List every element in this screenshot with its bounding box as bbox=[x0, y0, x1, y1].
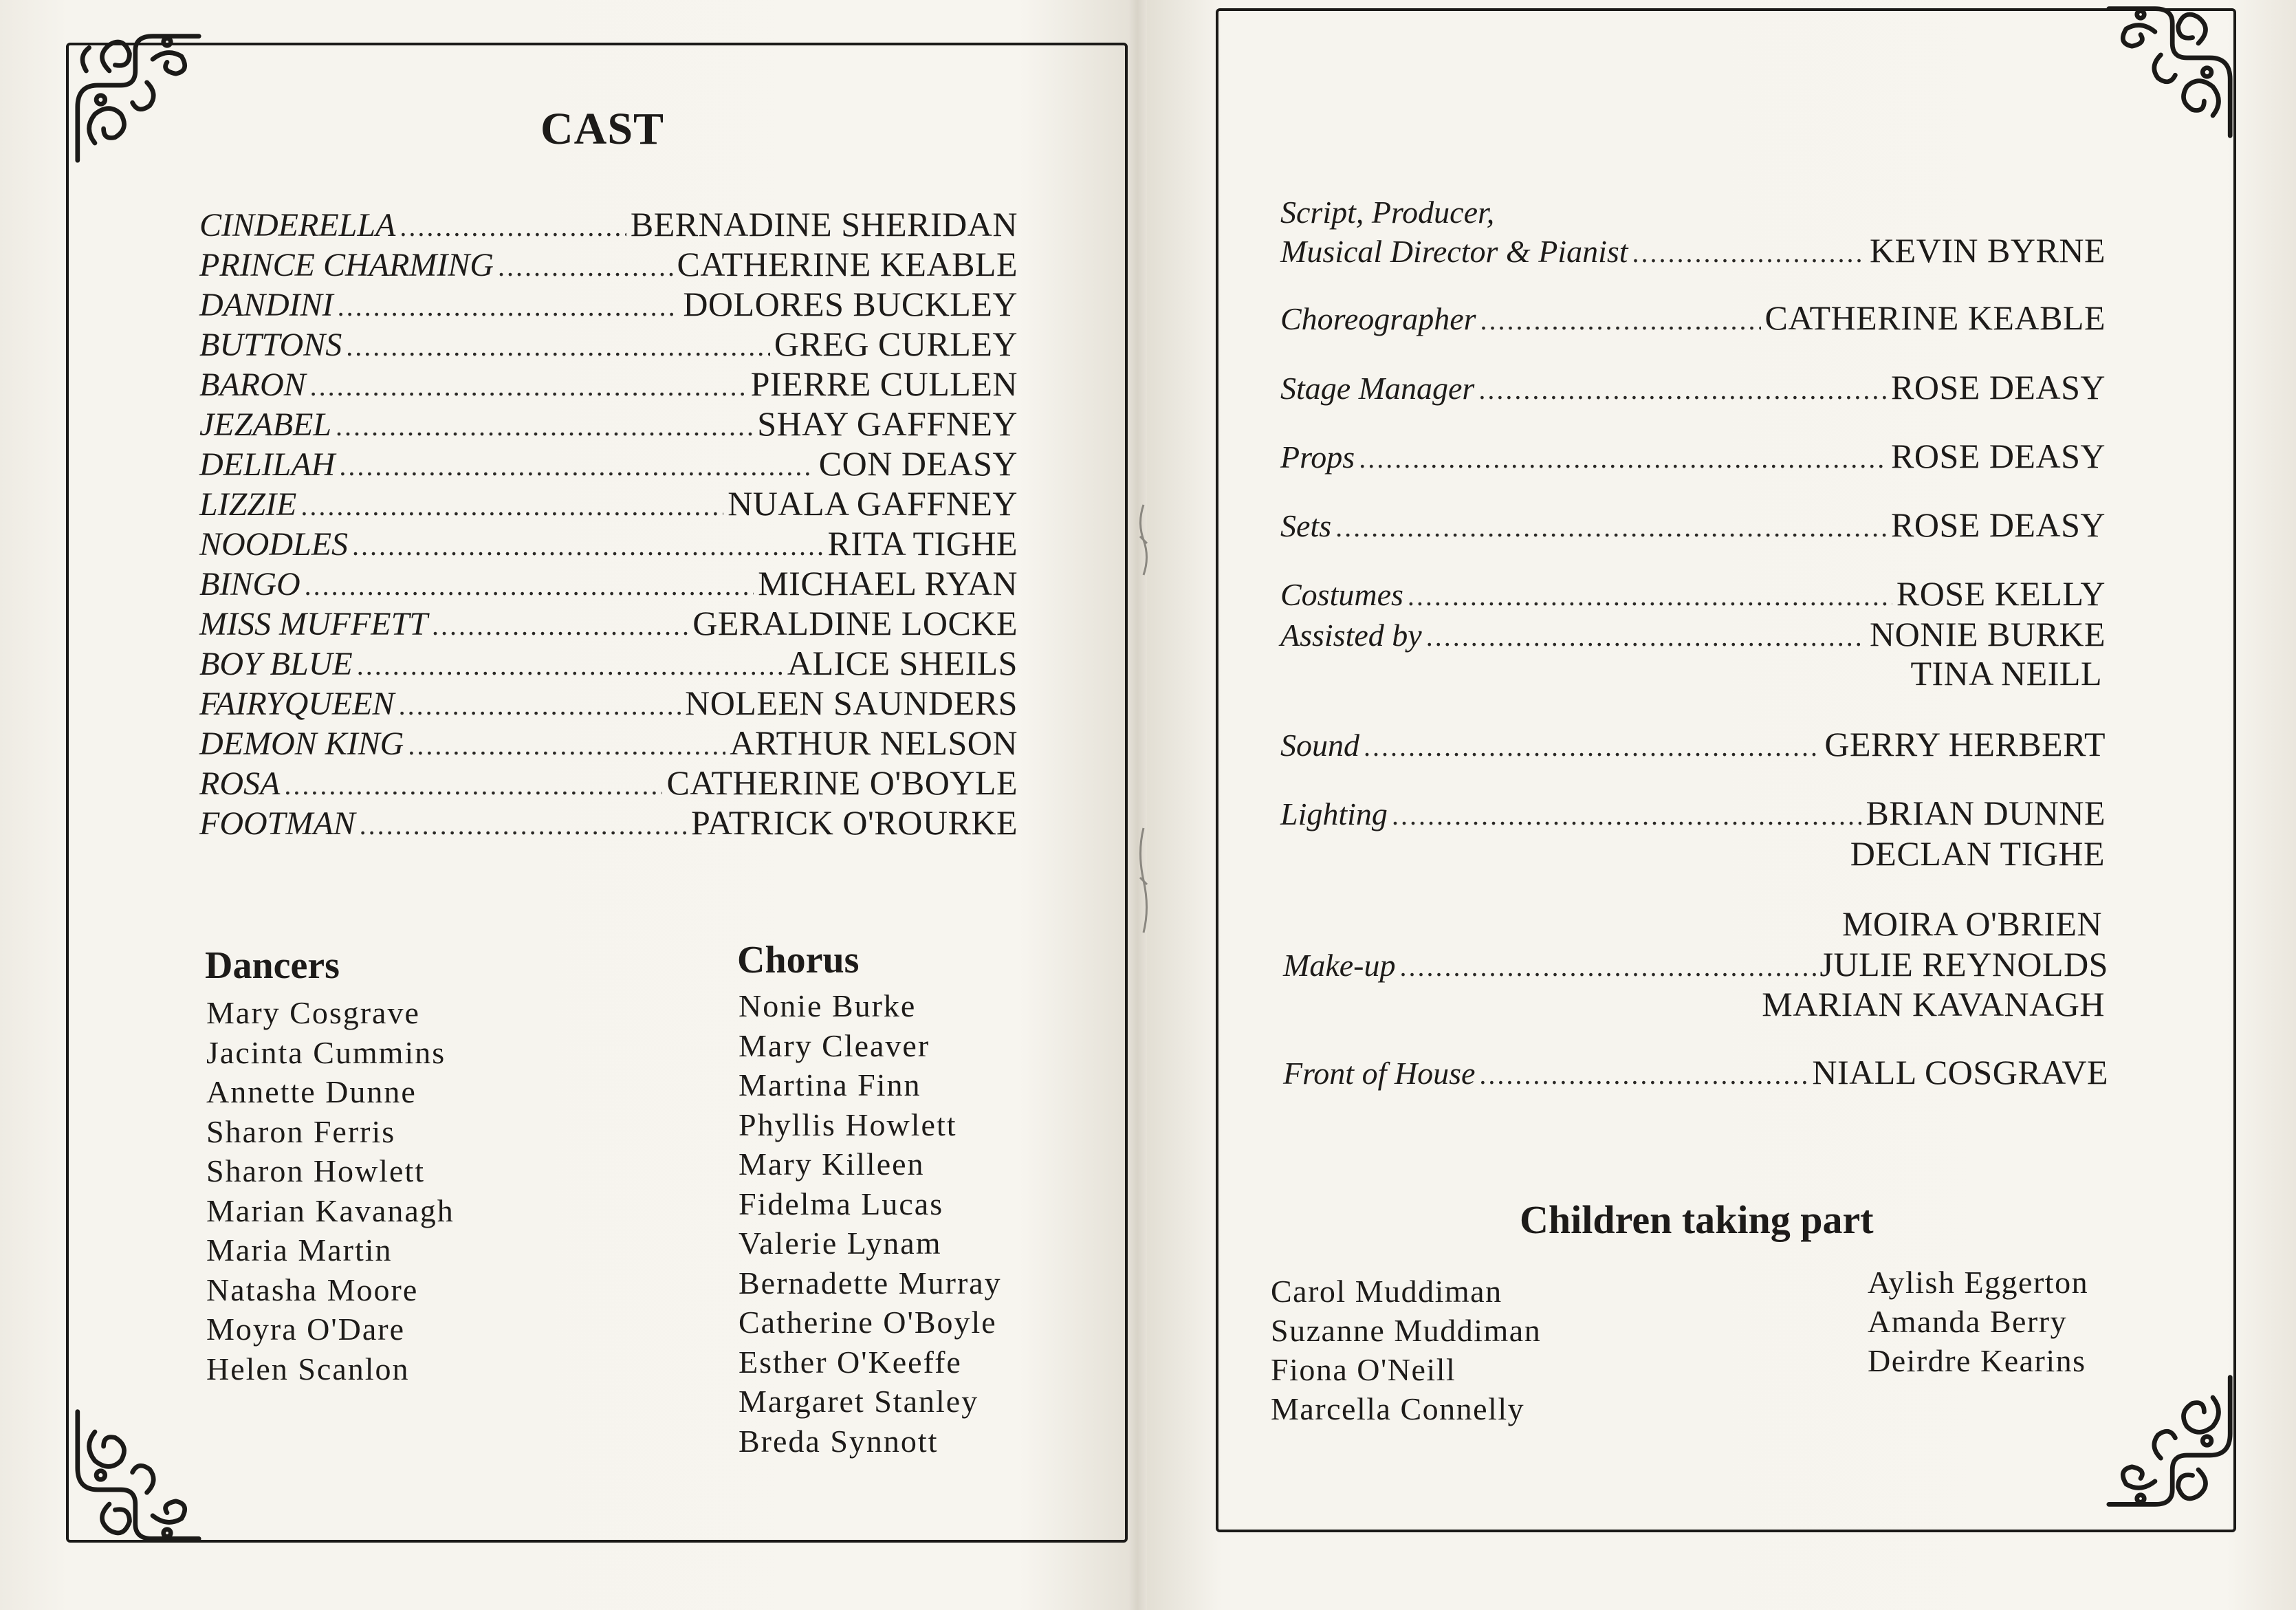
crew-row-choreographer bbox=[1280, 298, 2106, 338]
dot-leader bbox=[1335, 511, 1887, 543]
chorus-name: Breda Synnott bbox=[739, 1423, 939, 1459]
crew-role: Props bbox=[1280, 439, 1355, 475]
crew-name: GERRY HERBERT bbox=[1824, 725, 2106, 763]
cast-role: BUTTONS bbox=[199, 327, 342, 363]
dancer-name: Sharon Howlett bbox=[206, 1153, 426, 1188]
dot-leader bbox=[352, 530, 824, 562]
crew-role: Stage Manager bbox=[1280, 371, 1475, 406]
dot-leader bbox=[1478, 373, 1887, 406]
cast-name: GREG CURLEY bbox=[774, 325, 1018, 363]
crew-row-sets bbox=[1280, 505, 2106, 545]
crew-role: Front of House bbox=[1283, 1056, 1476, 1091]
crew-row-costumes bbox=[1280, 574, 2106, 613]
chorus-name: Fidelma Lucas bbox=[739, 1186, 944, 1221]
cast-row bbox=[199, 324, 1018, 364]
dancer-name: Annette Dunne bbox=[206, 1074, 417, 1109]
crew-row-assisted bbox=[1280, 614, 2106, 654]
child-name: Deirdre Kearins bbox=[1868, 1343, 2086, 1378]
cast-role: BOY BLUE bbox=[199, 646, 353, 682]
ornament-bottom-right bbox=[2097, 1369, 2242, 1513]
chorus-name: Bernadette Murray bbox=[739, 1265, 1002, 1301]
chorus-title: Chorus bbox=[737, 939, 860, 981]
crew-name: ROSE DEASY bbox=[1891, 437, 2106, 475]
dot-leader bbox=[408, 729, 725, 761]
dot-leader bbox=[1359, 442, 1887, 475]
dot-leader bbox=[357, 649, 783, 682]
crew-role: Costumes bbox=[1280, 577, 1403, 612]
cast-row bbox=[199, 683, 1018, 723]
cast-name: NOLEEN SAUNDERS bbox=[685, 684, 1018, 722]
dot-leader bbox=[284, 769, 662, 801]
dot-leader bbox=[339, 450, 814, 482]
cast-title: CAST bbox=[540, 104, 665, 154]
cast-row bbox=[199, 523, 1018, 563]
cast-role: DEMON KING bbox=[199, 726, 404, 762]
dot-leader bbox=[1480, 304, 1761, 336]
dot-leader bbox=[300, 490, 723, 522]
crew-row-makeup bbox=[1283, 944, 2108, 984]
cast-name: CATHERINE KEABLE bbox=[677, 245, 1018, 283]
crew-name: JULIE REYNOLDS bbox=[1819, 945, 2108, 983]
dot-leader bbox=[399, 689, 681, 721]
crew-row-sound bbox=[1280, 724, 2106, 764]
dot-leader bbox=[336, 410, 753, 442]
dot-leader bbox=[1479, 1058, 1808, 1091]
staple-bottom bbox=[1133, 825, 1154, 935]
crew-role: Assisted by bbox=[1280, 618, 1422, 653]
crew-name: NIALL COSGRAVE bbox=[1812, 1053, 2108, 1091]
cast-row bbox=[199, 364, 1018, 404]
dancer-name: Maria Martin bbox=[206, 1232, 393, 1268]
cast-role: MISS MUFFETT bbox=[199, 606, 428, 642]
dancer-name: Mary Cosgrave bbox=[206, 995, 420, 1030]
crew-name: KEVIN BYRNE bbox=[1870, 231, 2106, 270]
dancer-name: Helen Scanlon bbox=[206, 1351, 410, 1386]
dot-leader bbox=[432, 609, 688, 642]
child-name: Aylish Eggerton bbox=[1868, 1265, 2089, 1300]
cast-row bbox=[199, 603, 1018, 643]
cast-role: FAIRYQUEEN bbox=[199, 686, 395, 722]
cast-row bbox=[199, 404, 1018, 444]
crew-name: ROSE DEASY bbox=[1891, 505, 2106, 544]
cast-role: BINGO bbox=[199, 566, 300, 602]
chorus-list bbox=[739, 986, 1002, 1461]
cast-role: FOOTMAN bbox=[199, 805, 356, 842]
crew-row-script bbox=[1280, 230, 2106, 270]
crew-role: Sets bbox=[1280, 508, 1332, 543]
chorus-name: Esther O'Keeffe bbox=[739, 1344, 962, 1380]
cast-row bbox=[199, 763, 1018, 803]
cast-row bbox=[199, 244, 1018, 284]
cast-row bbox=[199, 643, 1018, 683]
crew-row-stage-manager bbox=[1280, 367, 2106, 407]
chorus-name: Valerie Lynam bbox=[739, 1226, 942, 1261]
cast-row bbox=[199, 803, 1018, 842]
chorus-name: Catherine O'Boyle bbox=[739, 1305, 997, 1340]
cast-row bbox=[199, 284, 1018, 324]
child-name: Suzanne Muddiman bbox=[1271, 1313, 1542, 1348]
crew-name: CATHERINE KEABLE bbox=[1764, 298, 2106, 337]
ornament-top-right bbox=[2097, 0, 2242, 144]
chorus-name: Nonie Burke bbox=[739, 988, 917, 1023]
cast-row bbox=[199, 204, 1018, 244]
cast-name: MICHAEL RYAN bbox=[758, 564, 1018, 602]
cast-role: LIZZIE bbox=[199, 486, 297, 523]
cast-row bbox=[199, 483, 1018, 523]
cast-name: ALICE SHEILS bbox=[787, 644, 1018, 682]
dot-leader bbox=[498, 250, 673, 283]
crew-name-lighting-2: DECLAN TIGHE bbox=[1850, 834, 2105, 873]
children-list-left bbox=[1271, 1272, 1541, 1428]
ornament-top-left bbox=[66, 28, 210, 172]
child-name: Carol Muddiman bbox=[1271, 1274, 1502, 1309]
crew-name-makeup-0: MOIRA O'BRIEN bbox=[1841, 904, 2102, 943]
cast-role: NOODLES bbox=[199, 526, 349, 563]
cast-name: NUALA GAFFNEY bbox=[728, 484, 1018, 523]
crew-row-lighting bbox=[1280, 793, 2106, 833]
crew-row-props bbox=[1280, 436, 2106, 476]
crew-role-script: Script, Producer, bbox=[1280, 195, 1495, 230]
dancer-name: Natasha Moore bbox=[206, 1272, 419, 1307]
dancer-name: Marian Kavanagh bbox=[206, 1193, 455, 1228]
staple-top bbox=[1133, 502, 1154, 578]
cast-role: ROSA bbox=[199, 765, 281, 802]
cast-row bbox=[199, 563, 1018, 603]
crew-name-assisted-2: TINA NEILL bbox=[1910, 654, 2102, 693]
crew-name: ROSE KELLY bbox=[1896, 574, 2106, 613]
cast-name: PATRICK O'ROURKE bbox=[691, 803, 1018, 842]
cast-name: SHAY GAFFNEY bbox=[757, 404, 1018, 443]
crew-name: NONIE BURKE bbox=[1870, 615, 2106, 653]
chorus-name: Mary Killeen bbox=[739, 1146, 925, 1182]
dot-leader bbox=[310, 370, 747, 402]
dot-leader bbox=[360, 809, 687, 841]
chorus-name: Martina Finn bbox=[739, 1067, 921, 1102]
dot-leader bbox=[1364, 730, 1820, 763]
dancer-name: Jacinta Cummins bbox=[206, 1034, 446, 1070]
chorus-name: Mary Cleaver bbox=[739, 1027, 930, 1063]
dot-leader bbox=[305, 569, 754, 602]
crew-name-makeup-2: MARIAN KAVANAGH bbox=[1762, 985, 2105, 1023]
dancer-name: Sharon Ferris bbox=[206, 1113, 396, 1149]
ornament-bottom-left bbox=[66, 1403, 210, 1547]
booklet-spine bbox=[1128, 0, 1147, 1610]
crew-role: Lighting bbox=[1280, 796, 1388, 831]
crew-role: Choreographer bbox=[1280, 301, 1476, 336]
dot-leader bbox=[338, 290, 679, 323]
chorus-name: Phyllis Howlett bbox=[739, 1107, 957, 1142]
cast-role: DELILAH bbox=[199, 446, 336, 483]
cast-name: CATHERINE O'BOYLE bbox=[666, 763, 1018, 802]
cast-role: JEZABEL bbox=[199, 406, 331, 443]
cast-name: CON DEASY bbox=[818, 444, 1018, 483]
cast-role: PRINCE CHARMING bbox=[199, 247, 494, 283]
child-name: Marcella Connelly bbox=[1271, 1391, 1525, 1426]
cast-row bbox=[199, 723, 1018, 763]
cast-role: DANDINI bbox=[199, 287, 334, 323]
cast-row bbox=[199, 444, 1018, 483]
cast-role: BARON bbox=[199, 367, 306, 403]
children-title: Children taking part bbox=[1520, 1197, 1874, 1242]
dot-leader bbox=[1392, 799, 1862, 831]
crew-row-front-of-house bbox=[1283, 1052, 2108, 1092]
cast-name: BERNADINE SHERIDAN bbox=[630, 205, 1018, 243]
dot-leader bbox=[1426, 620, 1866, 653]
crew-role: Sound bbox=[1280, 728, 1359, 763]
child-name: Amanda Berry bbox=[1868, 1304, 2068, 1339]
cast-name: PIERRE CULLEN bbox=[750, 365, 1018, 403]
dancer-name: Moyra O'Dare bbox=[206, 1312, 406, 1347]
cast-name: DOLORES BUCKLEY bbox=[683, 285, 1018, 323]
crew-name: ROSE DEASY bbox=[1891, 368, 2106, 406]
cast-name: ARTHUR NELSON bbox=[730, 724, 1018, 762]
dancers-list bbox=[206, 993, 455, 1389]
cast-role: CINDERELLA bbox=[199, 207, 396, 243]
crew-role-musical-director: Musical Director & Pianist bbox=[1280, 234, 1628, 269]
dot-leader bbox=[1399, 950, 1815, 983]
dot-leader bbox=[1632, 237, 1866, 269]
dot-leader bbox=[400, 210, 626, 243]
chorus-name: Margaret Stanley bbox=[739, 1384, 979, 1419]
children-list-right bbox=[1868, 1263, 2088, 1380]
cast-name: GERALDINE LOCKE bbox=[692, 604, 1018, 642]
crew-name: BRIAN DUNNE bbox=[1866, 794, 2106, 832]
crew-role: Make-up bbox=[1283, 948, 1396, 983]
child-name: Fiona O'Neill bbox=[1271, 1352, 1456, 1387]
dot-leader bbox=[1408, 580, 1892, 612]
dot-leader bbox=[346, 330, 770, 362]
cast-name: RITA TIGHE bbox=[827, 524, 1018, 563]
dancers-title: Dancers bbox=[205, 944, 340, 987]
